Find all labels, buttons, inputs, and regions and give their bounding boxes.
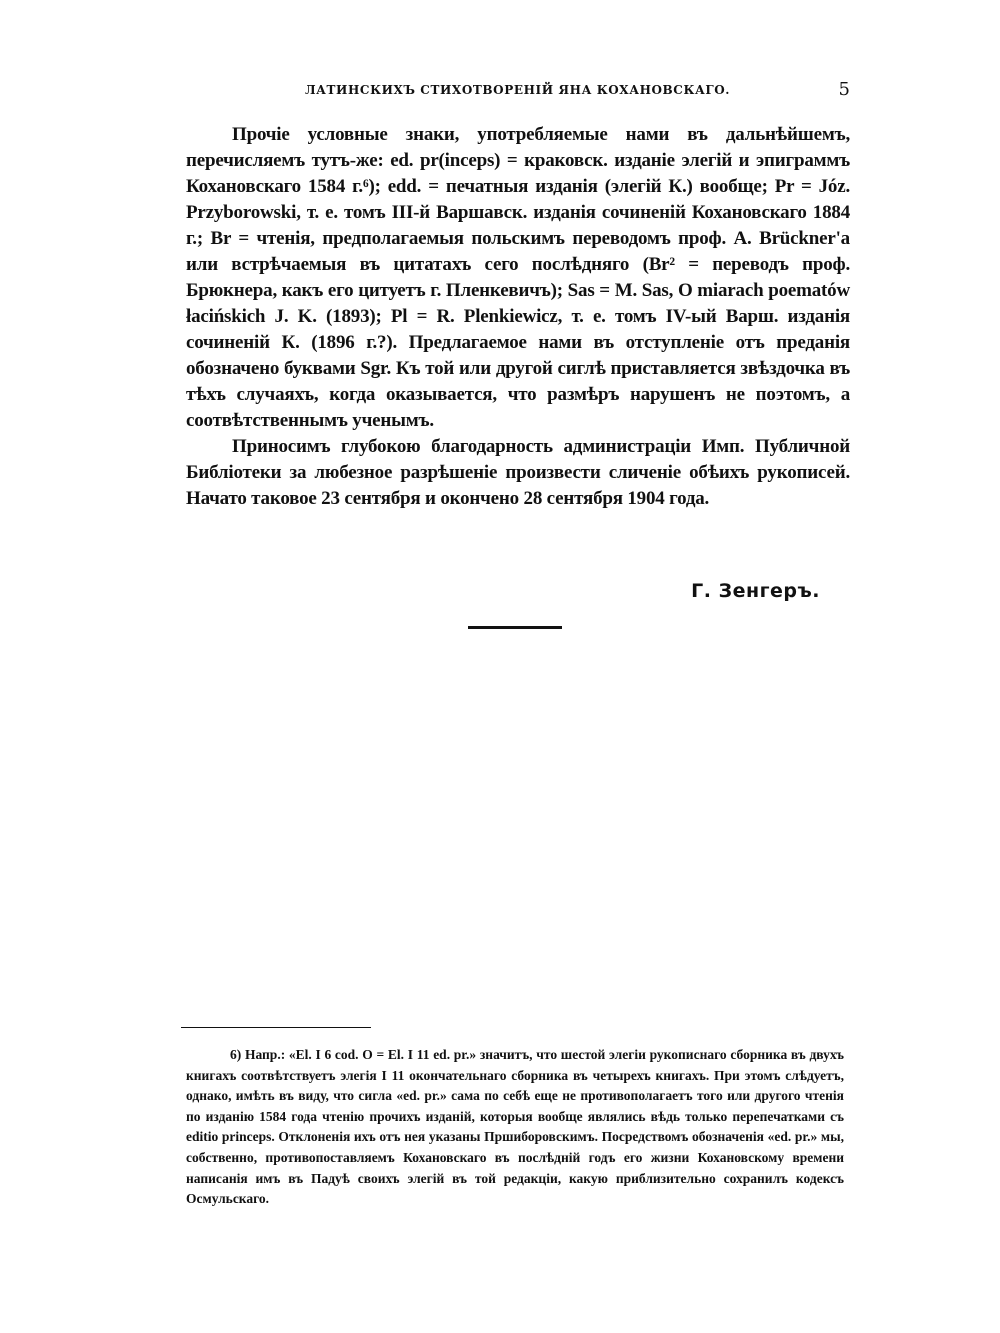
running-head: [185, 78, 850, 102]
footnote: [186, 1045, 844, 1210]
footnote-6: 6) Напр.: «El. I 6 cod. O = El. I 11 ed. pr.» значитъ, что шестой элегіи рукописнаго сборника въ двухъ книгахъ соотвѣтствуетъ элегія I 11 окончательнаго сборника въ четырехъ книгахъ. При этомъ слѣдуетъ, однако, имѣть въ виду, что сигла «ed. pr.» сама по себѣ еще не противополагаетъ того или другого чтенія по изданію 1584 года чтенію прочихъ изданій, которыя вообще являлись вѣдь только перепечатками съ editio princeps. Отклоненія ихъ отъ нея указаны Пршиборовскимъ. Посредствомъ обозначенія «ed. pr.» мы, собственно, противопоставляемъ Кохановскаго въ послѣдній годъ его жизни Кохановскому времени написанія имъ въ Падуѣ своихъ элегій въ той редакціи, какую приблизительно сохранилъ кодексъ Осмульскаго.: [186, 1047, 844, 1207]
page-number: 5: [838, 79, 850, 100]
paragraph-sigla: Прочіе условные знаки, употребляемые нами въ дальнѣйшемъ, перечисляемъ тутъ-же: ed. pr(inceps) = краковск. изданіе элегій и эпиграммъ Кохановскаго 1584 г.⁶); edd. = печатныя изданія (элегій К.) вообще; Pr = Józ. Przyborowski, т. е. томъ III-й Варшавск. изданія сочиненій Кохановскаго 1884 г.; Br = чтенія, предполагаемыя польскимъ переводомъ проф. A. Brückner'а или встрѣчаемыя въ цитатахъ сего послѣдняго (Br² = переводъ проф. Брюкнера, какъ его цитуетъ г. Пленкевичъ); Sas = M. Sas, O miarach poematów łacińskich J. K. (1893); Pl = R. Plenkiewicz, т. е. томъ IV-ый Варш. изданія сочиненій К. (1896 г.?). Предлагаемое нами въ отступленіе отъ преданія обозначено буквами Sgr. Къ той или другой сиглѣ приставляется звѣздочка въ тѣхъ случаяхъ, когда оказывается, что размѣръ нарушенъ не поэтомъ, а соотвѣтственнымъ ученымъ.: [186, 124, 850, 431]
author-signature: Г. Зенгеръ.: [691, 580, 820, 602]
section-end-rule: [468, 626, 562, 629]
paragraph-acknowledgement: Приносимъ глубокою благодарность администраціи Имп. Публичной Библіотеки за любезное разрѣшеніе произвести сличеніе обѣихъ рукописей. Начато таковое 23 сентября и окончено 28 сентября 1904 года.: [186, 436, 850, 509]
main-text: [186, 122, 850, 512]
footnote-separator: [181, 1027, 371, 1028]
running-title: ЛАТИНСКИХЪ СТИХОТВОРЕНІЙ ЯНА КОХАНОВСКАГО.: [304, 83, 731, 97]
